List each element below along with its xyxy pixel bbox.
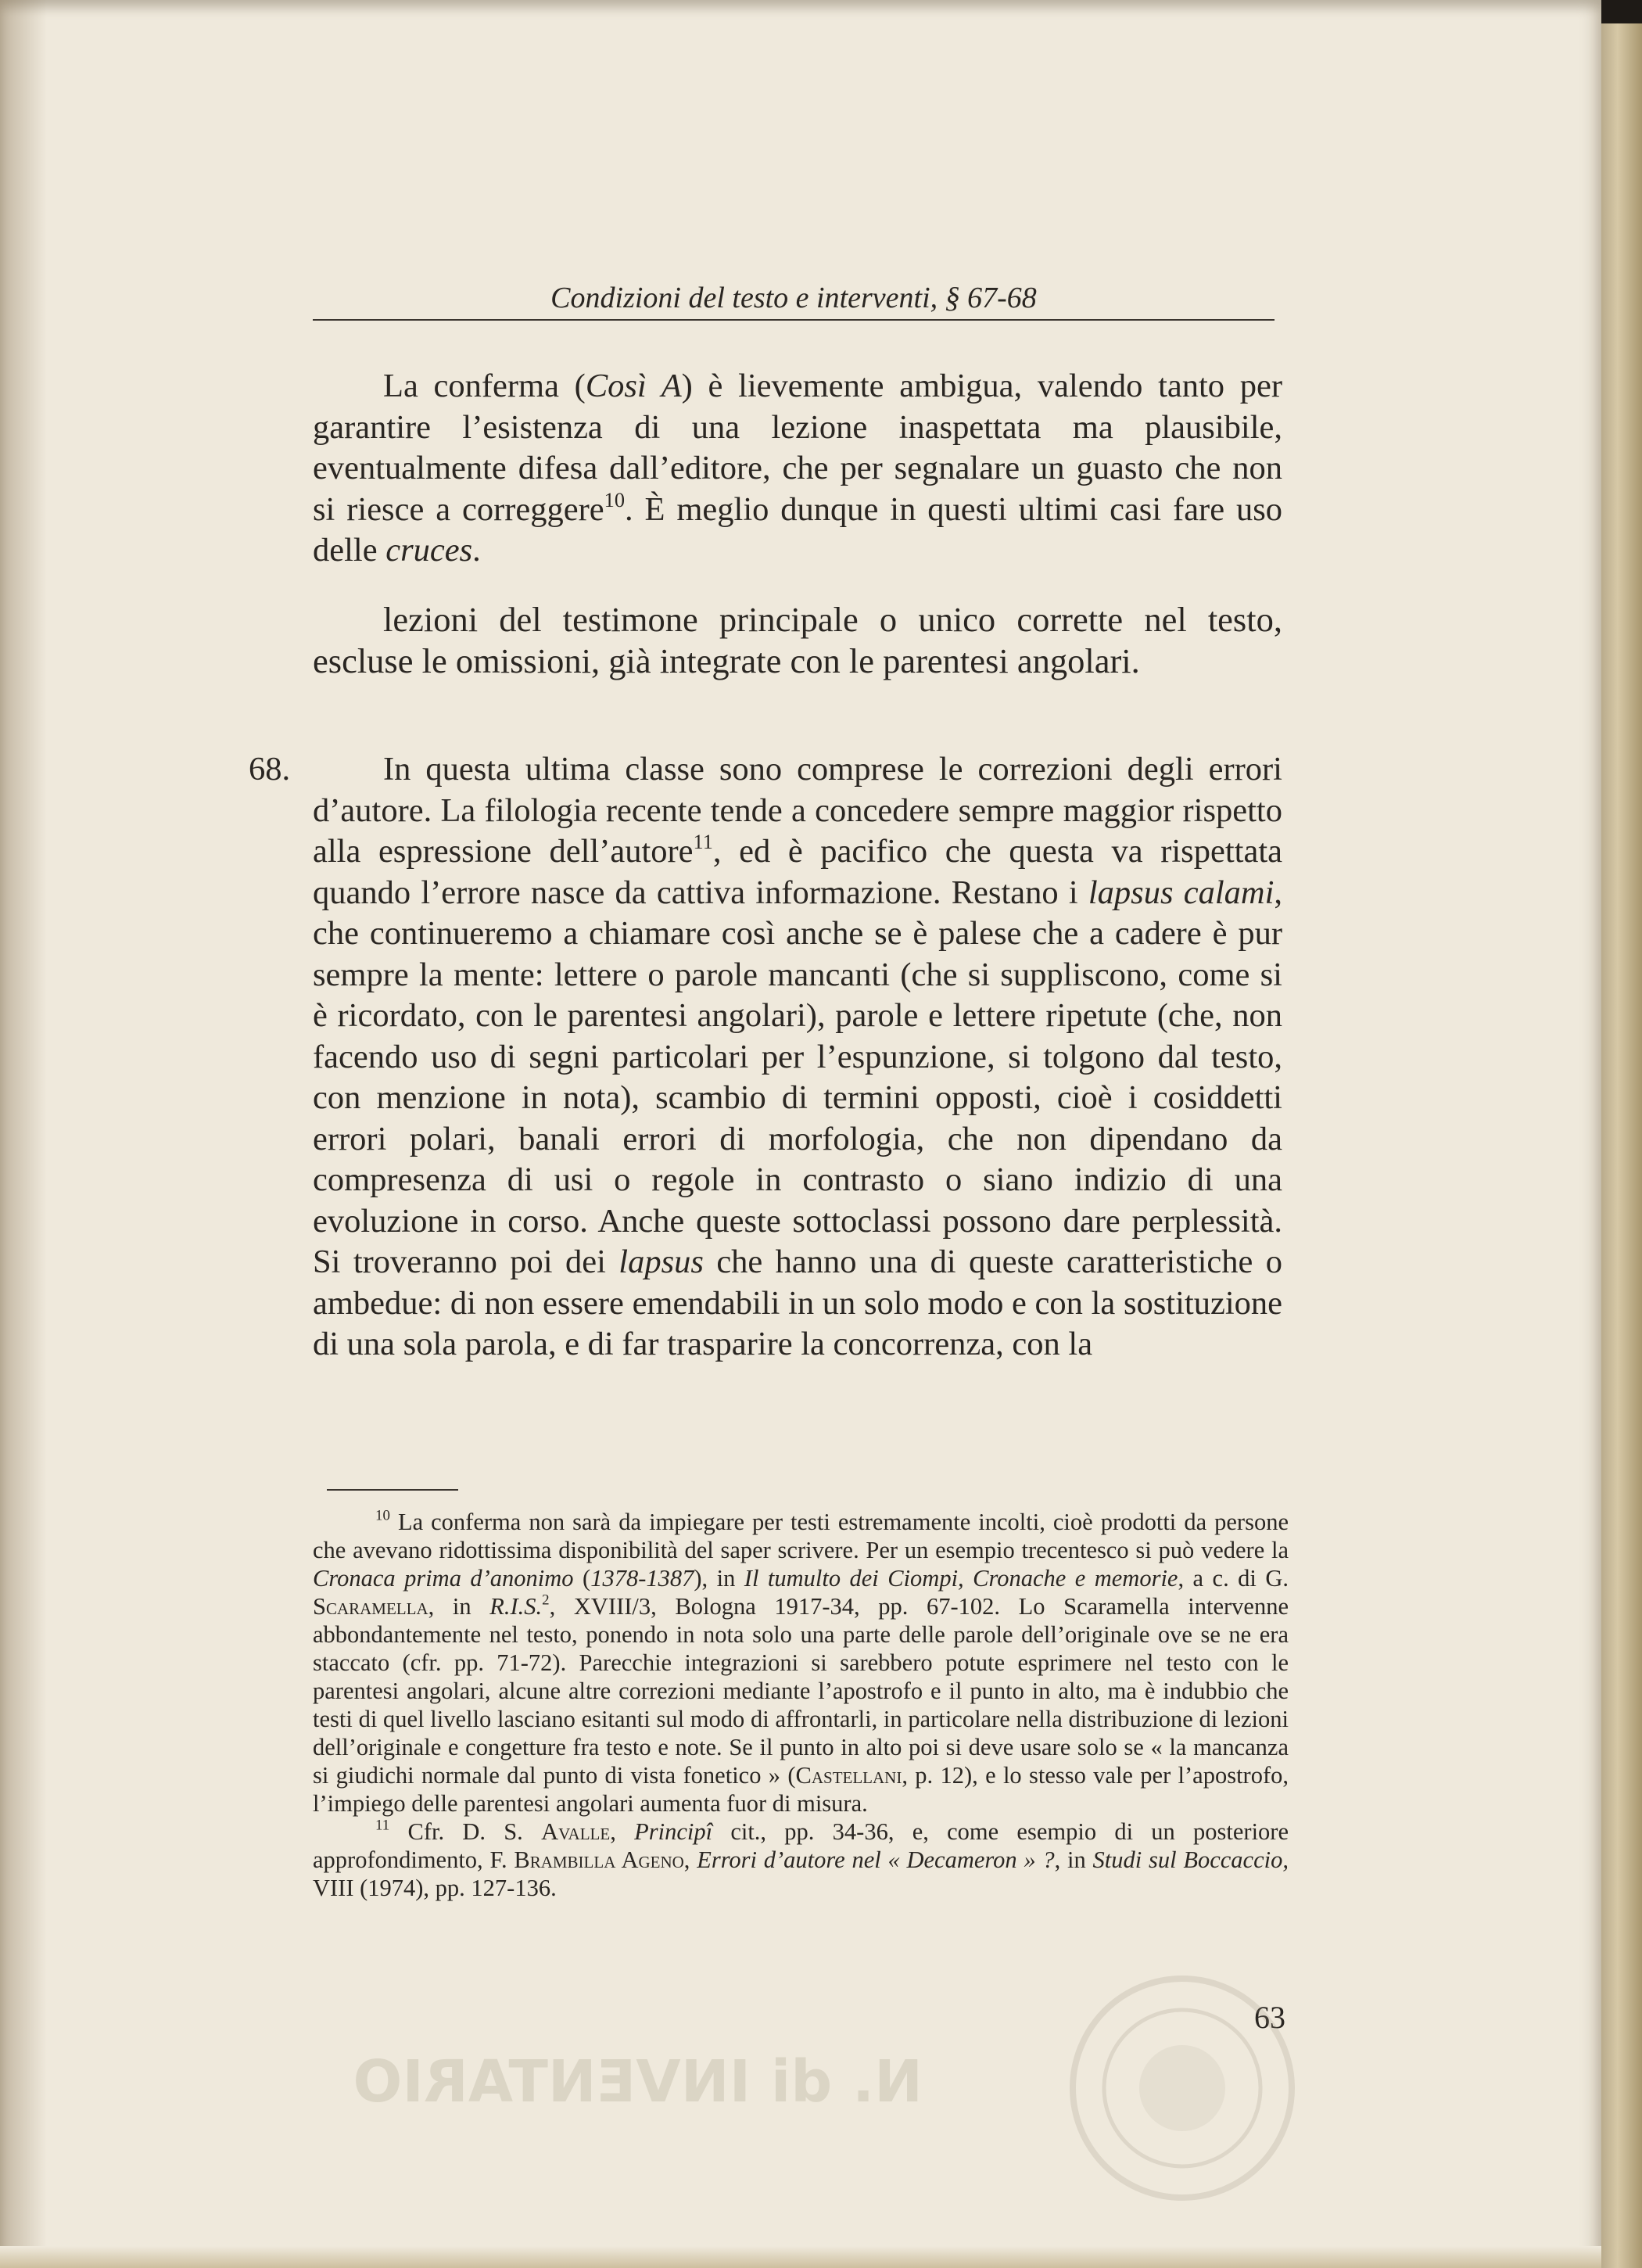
footnote-ref-10[interactable]: 10 bbox=[604, 488, 625, 511]
page-number: 63 bbox=[1254, 2000, 1285, 2035]
footnote-11: $^{11}$ Cfr. D. S. Avalle, Principî cit., pp. 34-36, e, come esempio di un posteriore approfondimento, F. Brambilla Ageno, Errori d’autore nel « Decameron » ?, in Studi sul Boccaccio, VIII (1974), pp. 127-136. bbox=[313, 1817, 1289, 1901]
running-head: Condizioni del testo e interventi, § 67-68 bbox=[550, 282, 1037, 314]
page-bottom-edge bbox=[0, 2246, 1601, 2268]
section-number: 68. bbox=[249, 751, 291, 788]
inventory-stamp-bleedthrough: N. di INVENTARIO bbox=[353, 2048, 923, 2115]
footnotes bbox=[313, 1508, 1289, 1902]
footnote-10: $^{10}$ La conferma non sarà da impiegare per testi estremamente incolti, cioè prodotti da persone che avevano ridottissima disponibilità del saper scrivere. Per un esempio trecentesco si può vedere la Cronaca prima d’anonimo (1378-1387), in Il tumulto dei Ciompi, Cronache e memorie, a c. di G. Scaramella, in R.I.S.$^2$, XVIII/3, Bologna 1917-34, pp. 67-102. Lo Scaramella intervenne abbondantemente nel testo, ponendo in nota solo una parte delle parole dell’originale ove se ne era staccato (cfr. pp. 71-72). Parecchie integrazioni si sarebbero potute esprimere nel testo con le parentesi angolari, alcune altre correzioni mediante l’apostrofo e il punto in alto, ma è indubbio che testi di quel livello lasciano esitanti sul modo di affrontarli, in particolare nella distribuzione di lezioni dell’originale e congetture fra testo e note. Se il punto in alto poi si deve usare solo se « la mancanza si giudichi normale dal punto di vista fonetico » (Castellani, p. 12), e lo stesso vale per l’apostrofo, l’impiego delle parentesi angolari aumenta fuor di misura. bbox=[313, 1507, 1289, 1817]
header-rule bbox=[313, 319, 1275, 321]
book-fore-edge bbox=[1601, 23, 1642, 2268]
library-seal-bleedthrough bbox=[1065, 1971, 1300, 2205]
paragraph-lezioni: lezioni del testimone principale o unico corrette nel testo, escluse le omissioni, già integrate con le parentesi angolari. bbox=[313, 600, 1282, 680]
paragraph-68: In questa ultima classe sono comprese le correzioni degli errori d’autore. La filologia recente tende a concedere sempre maggior rispetto alla espressione dell’autore$^{11}$, ed è pacifico che questa va rispettata quando l’errore nasce da cattiva informazione. Restano i lapsus calami, che continueremo a chiamare così anche se è palese che a cadere è pur sempre la mente: lettere o parole mancanti (che si suppliscono, come si è ricordato, con le parentesi angolari), parole e lettere ripetute (che, non facendo uso di segni particolari per l’espunzione, si tolgono dal testo, con menzione in nota), scambio di termini opposti, cioè i cosiddetti errori polari, banali errori di morfologia, che non dipendano da compresenza di usi o regole in contrasto o siano indizio di una evoluzione in corso. Anche queste sottoclassi possono dare perplessità. Si troveranno poi dei lapsus che hanno una di queste caratteristiche o ambedue: di non essere emendabili in un solo modo e con la sostituzione di una sola parola, e di far trasparire la concorrenza, con la bbox=[313, 751, 1283, 1362]
footnote-rule bbox=[327, 1489, 458, 1491]
footnote-ref-11[interactable]: 11 bbox=[693, 830, 713, 853]
paragraph-conferma: La conferma (Così A) è lievemente ambigua, valendo tanto per garantire l’esistenza di una lezione inaspettata ma plausibile, eventualmente difesa dall’editore, che per segnalare un guasto che non si riesce a correggere$^{10}$. È meglio dunque in questi ultimi casi fare uso delle cruces. bbox=[313, 368, 1283, 569]
